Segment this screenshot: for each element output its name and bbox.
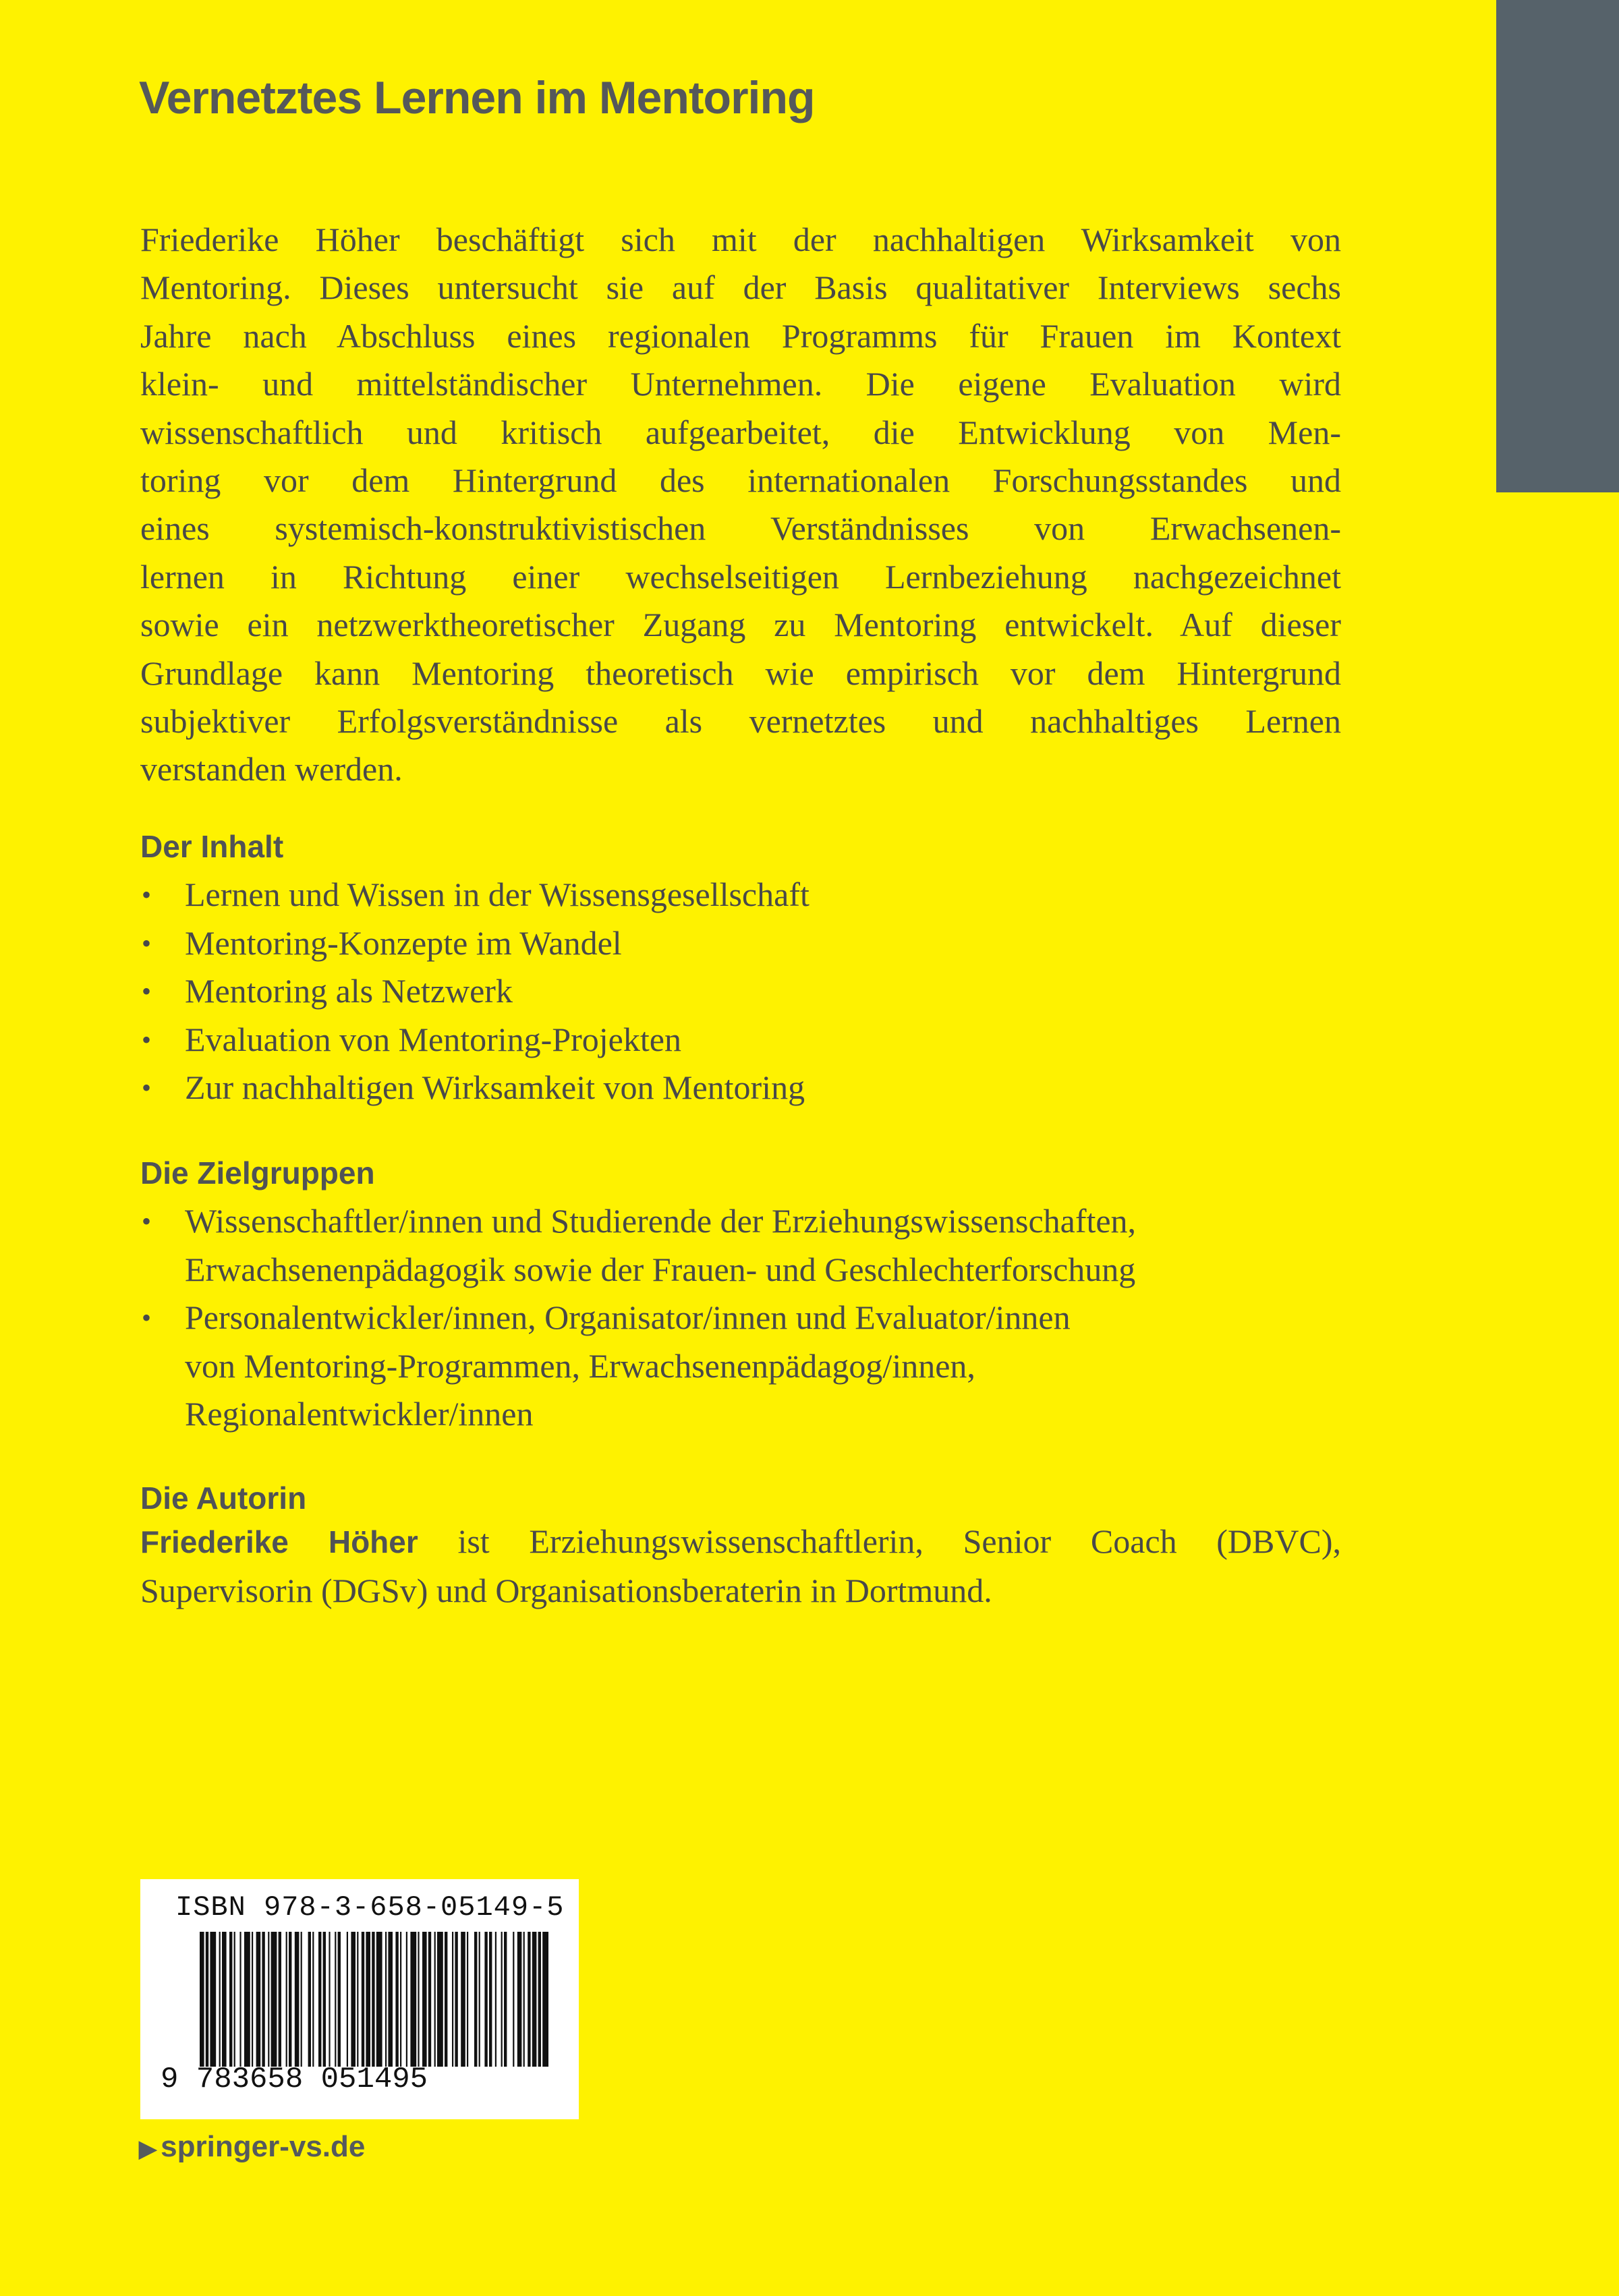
barcode-bar [308,1932,311,2067]
description-line: eines systemisch-konstruktivistischen Verständnisses von Erwachsenen- [140,509,1341,548]
zielgruppen-list [140,1197,1355,1439]
barcode-bar [395,1932,398,2067]
barcode-bar [366,1932,370,2067]
list-item: • Zur nachhaltigen Wirksamkeit von Mentoring [140,1064,1355,1112]
barcode-bar [542,1932,548,2067]
description-line: sowie ein netzwerktheoretischer Zugang zu Mentoring entwickelt. Auf dieser [140,606,1341,644]
book-description [140,216,1341,794]
barcode-bar [461,1932,465,2067]
barcode-bar [271,1932,277,2067]
barcode-bar [323,1932,326,2067]
barcode-bar [372,1932,374,2067]
description-line: Jahre nach Abschluss eines regionalen Programms für Frauen im Kontext [140,316,1341,355]
barcode-bar [200,1932,204,2067]
barcode-bar [289,1932,291,2067]
bullet-icon: • [142,976,152,1006]
barcode-bar [262,1932,264,2067]
barcode-bar [239,1932,241,2067]
barcode-bar [400,1932,401,2067]
barcode-bar [489,1932,492,2067]
publisher-url: ▶ springer-vs.de [139,2130,366,2163]
description-line: wissenschaftlich und kritisch aufgearbeitet, die Entwicklung von Men- [140,413,1341,451]
barcode-bar [445,1932,447,2067]
barcode-bar [335,1932,336,2067]
barcode-bar [422,1932,427,2067]
description-line: lernen in Richtung einer wechselseitigen Lernbeziehung nachgezeichnet [140,557,1341,596]
zielgruppen-heading: Die Zielgruppen [140,1155,375,1190]
barcode-bar [295,1932,300,2067]
bullet-icon: • [142,927,152,958]
description-line: klein- und mittelständischer Unternehmen. Die eigene Evaluation wird [140,365,1341,403]
list-item: • Evaluation von Mentoring-Projekten [140,1016,1355,1064]
arrow-right-icon: ▶ [139,2136,157,2162]
barcode-bar [338,1932,341,2067]
barcode-bar [455,1932,457,2067]
barcode-bar [437,1932,443,2067]
barcode-bar [501,1932,503,2067]
barcode-bar [385,1932,387,2067]
barcode-bar [268,1932,269,2067]
barcode-bars [200,1932,550,2067]
list-item: • Mentoring-Konzepte im Wandel [140,919,1355,968]
barcode-bar [347,1932,348,2067]
barcode-bar [504,1932,507,2067]
barcode-bar [467,1932,468,2067]
barcode-bar [406,1932,407,2067]
barcode-bar [222,1932,227,2067]
bullet-icon: • [142,1206,152,1236]
description-line: Friederike Höher beschäftigt sich mit der nachhaltigen Wirksamkeit von [140,221,1341,258]
barcode-bar [434,1932,436,2067]
author-name: Friederike Höher [140,1524,418,1559]
barcode-bar [418,1932,419,2067]
list-item: • Mentoring als Netzwerk [140,967,1355,1016]
bullet-icon: • [142,1302,152,1333]
barcode-bar [452,1932,453,2067]
bullet-icon: • [142,1072,152,1103]
barcode-bar [479,1932,480,2067]
barcode-bar [256,1932,261,2067]
barcode-bar [329,1932,330,2067]
barcode-bar [362,1932,364,2067]
author-bio [140,1518,1341,1615]
description-line: Grundlage kann Mentoring theoretisch wie empirisch vor dem Hintergrund [140,654,1341,692]
barcode-bar [528,1932,530,2067]
barcode-bar [252,1932,253,2067]
barcode-bar [388,1932,393,2067]
barcode-bar [279,1932,281,2067]
barcode-bar [301,1932,302,2067]
barcode-bar [312,1932,314,2067]
inhalt-heading: Der Inhalt [140,829,284,864]
barcode-bar [318,1932,321,2067]
barcode-bar [244,1932,250,2067]
barcode-bar [229,1932,232,2067]
barcode-bar [210,1932,216,2067]
barcode-bar [357,1932,358,2067]
author-bio-line: Friederike Höher ist Erziehungswissenschaftlerin, Senior Coach (DBVC), [140,1522,1341,1560]
author-bio-line: Supervisorin (DGSv) und Organisationsberaterin in Dortmund. [140,1571,992,1609]
barcode-bar [428,1932,431,2067]
barcode-bar [410,1932,416,2067]
description-line: subjektiver Erfolgsverständnisse als vernetztes und nachhaltiges Lernen [140,701,1341,740]
side-color-bar [1496,0,1619,492]
barcode-digits: 9 783658 051495 [161,2063,428,2096]
list-item: • Personalentwickler/innen, Organisator/innen und Evaluator/innen von Mentoring-Programmen, Erwachsenenpädagog/innen, Regionalentwickler/innen [140,1294,1355,1439]
barcode-bar [219,1932,221,2067]
description-line: Mentoring. Dieses untersucht sie auf der Basis qualitativer Interviews sechs [140,268,1341,307]
inhalt-list [140,871,1355,1112]
barcode-bar [517,1932,522,2067]
isbn-barcode [140,1879,579,2119]
description-line: verstanden werden. [140,750,403,788]
barcode-bar [286,1932,287,2067]
barcode-bar [474,1932,477,2067]
barcode-bar [351,1932,356,2067]
barcode-bar [206,1932,208,2067]
bullet-icon: • [142,1024,152,1055]
barcode-bar [234,1932,235,2067]
list-item: • Wissenschaftler/innen und Studierende der Erziehungswissenschaften, Erwachsenenpädagogik sowie der Frauen- und Geschlechterforschung [140,1197,1355,1294]
list-item: • Lernen und Wissen in der Wissensgesellschaft [140,871,1355,919]
autorin-heading: Die Autorin [140,1481,307,1516]
barcode-bar [538,1932,541,2067]
barcode-bar [484,1932,487,2067]
book-title: Vernetztes Lernen im Mentoring [139,72,815,123]
barcode-bar [513,1932,514,2067]
barcode-bar [376,1932,382,2067]
bullet-icon: • [142,880,152,910]
isbn-label: ISBN 978-3-658-05149-5 [175,1891,565,1924]
barcode-bar [523,1932,525,2067]
barcode-bar [532,1932,537,2067]
description-line: toring vor dem Hintergrund des internationalen Forschungsstandes und [140,461,1341,499]
barcode-bar [495,1932,496,2067]
